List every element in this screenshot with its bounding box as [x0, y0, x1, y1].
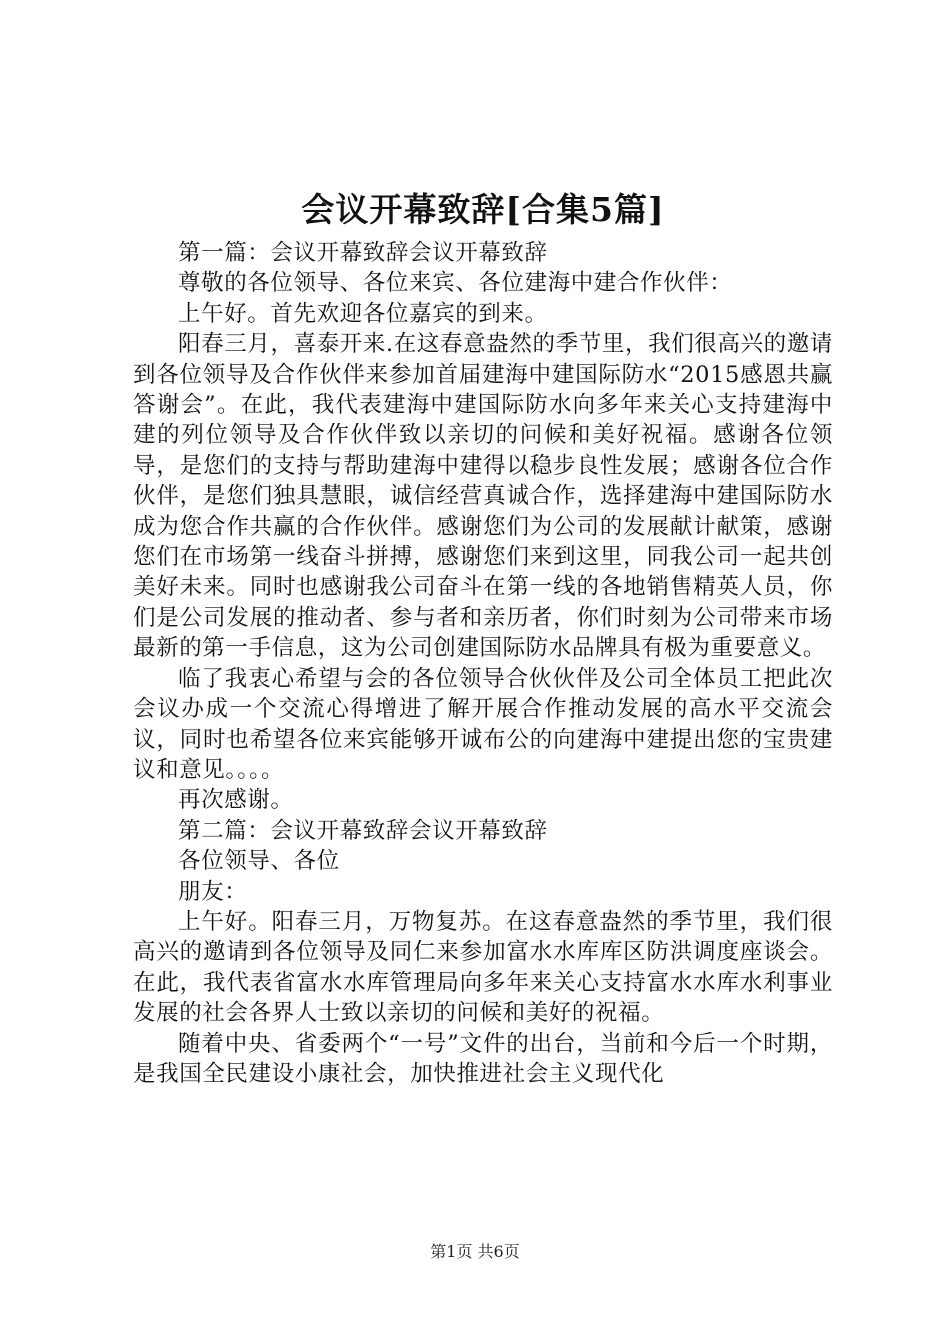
document-body	[133, 186, 833, 1089]
paragraph-3: 上午好。首先欢迎各位嘉宾的到来。	[178, 300, 548, 327]
paragraph-11: 随着中央、省委两个“一号”文件的出台，当前和今后一个时期，是我国全民建设小康社会，加快推进社会主义现代化	[133, 1030, 833, 1087]
paragraph-8: 各位领导、各位	[178, 848, 340, 875]
paragraph-5: 临了我衷心希望与会的各位领导合伙伙伴及公司全体员工把此次会议办成一个交流心得增进了解开展合作推动发展的高水平交流会议，同时也希望各位来宾能够开诚布公的向建海中建提出您的宝贵建议和意见。。。。	[133, 665, 833, 783]
paragraph-1: 第一篇：会议开幕致辞会议开幕致辞	[178, 240, 548, 266]
paragraph-9: 朋友：	[178, 878, 248, 905]
paragraph-4: 阳春三月，喜泰开来.在这春意盎然的季节里，我们很高兴的邀请到各位领导及合作伙伴来参加首届建海中建国际防水“2015感恩共赢答谢会”。在此，我代表建海中建国际防水向多年来关心支持建海中建的列位领导及合作伙伴致以亲切的问候和美好祝福。感谢各位领导，是您们的支持与帮助建海中建得以稳步良性发展；感谢各位合作伙伴，是您们独具慧眼，诚信经营真诚合作，选择建海中建国际防水成为您合作共赢的合作伙伴。感谢您们为公司的发展献计献策，感谢您们在市场第一线奋斗拼搏，感谢您们来到这里，同我公司一起共创美好未来。同时也感谢我公司奋斗在第一线的各地销售精英人员，你们是公司发展的推动者、参与者和亲历者，你们时刻为公司带来市场最新的第一手信息，这为公司创建国际防水品牌具有极为重要意义。	[133, 331, 833, 662]
paragraph-2: 尊敬的各位领导、各位来宾、各位建海中建合作伙伴：	[178, 270, 733, 297]
page-footer: 第1页 共6页	[430, 1242, 520, 1261]
paragraph-6: 再次感谢。	[178, 787, 294, 814]
paragraph-10: 上午好。阳春三月，万物复苏。在这春意盎然的季节里，我们很高兴的邀请到各位领导及同仁来参加富水水库库区防洪调度座谈会。在此，我代表省富水水库管理局向多年来关心支持富水水库水利事业发展的社会各界人士致以亲切的问候和美好的祝福。	[133, 908, 833, 1027]
document-title: 会议开幕致辞[合集5篇]	[301, 190, 665, 229]
paragraph-7: 第二篇：会议开幕致辞会议开幕致辞	[178, 817, 548, 844]
